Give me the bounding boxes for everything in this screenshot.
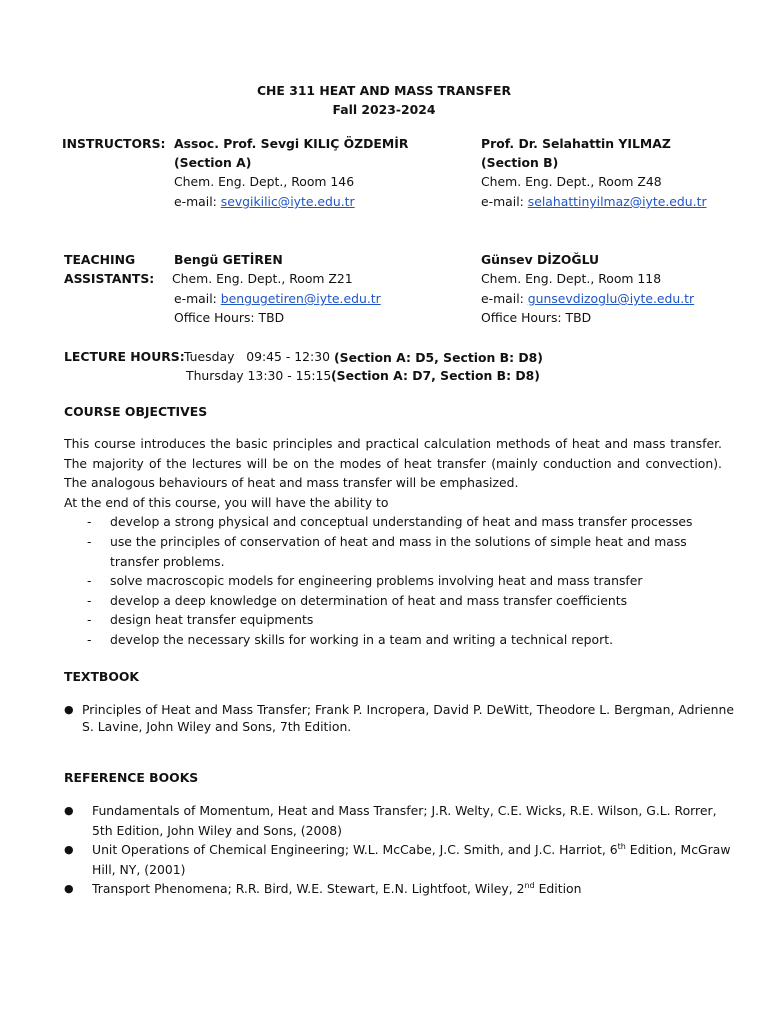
assistant-a-hours: Office Hours: TBD [174,310,285,325]
textbook-bullet: ● [64,703,74,716]
course-term: Fall 2023-2024 [332,102,436,117]
objectives-lead: At the end of this course, you will have the ability to [64,495,389,510]
reference-1: Fundamentals of Momentum, Heat and Mass Transfer; J.R. Welty, C.E. Wicks, R.E. Wilson, G.L. Rorrer, 5th Edition, John Wiley and Sons, (2008) [92,803,717,838]
instructor-b-email-link[interactable]: selahattinyilmaz@iyte.edu.tr [527,194,707,209]
instructor-b-name: Prof. Dr. Selahattin YILMAZ [481,136,671,151]
instructor-b-office: Chem. Eng. Dept., Room Z48 [481,174,662,189]
objective-4-dash: - [87,593,92,608]
textbook-heading: TEXTBOOK [64,669,140,684]
assistants-label-line2: ASSISTANTS: [64,271,155,286]
objective-5: design heat transfer equipments [110,612,314,627]
assistant-b-email-link[interactable]: gunsevdizoglu@iyte.edu.tr [527,291,695,306]
objective-6-dash: - [87,632,92,647]
reference-3-text-end: Edition [534,881,582,896]
assistant-a-name: Bengü GETİREN [174,252,283,267]
assistant-b-email-line [481,289,694,308]
reference-2-text: Unit Operations of Chemical Engineering; W.L. McCabe, J.C. Smith, and J.C. Harriot, 6 [92,842,618,857]
assistant-a-email-label: e-mail: [174,291,221,306]
lecture-line2-sections: (Section A: D7, Section B: D8) [331,368,540,383]
instructor-b-email-label: e-mail: [481,194,528,209]
assistant-a-email-link[interactable]: bengugetiren@iyte.edu.tr [220,291,381,306]
reference-3-text: Transport Phenomena; R.R. Bird, W.E. Stewart, E.N. Lightfoot, Wiley, 2 [92,881,525,896]
reference-3 [92,879,734,899]
assistant-b-office: Chem. Eng. Dept., Room 118 [481,271,662,286]
instructors-label: INSTRUCTORS: [62,136,166,151]
assistant-b-hours: Office Hours: TBD [481,310,592,325]
objective-4: develop a deep knowledge on determination of heat and mass transfer coefficients [110,593,628,608]
lecture-line2-time: Thursday 13:30 - 15:15 [186,368,332,383]
objective-1: develop a strong physical and conceptual understanding of heat and mass transfer processes [110,514,693,529]
textbook-item: Principles of Heat and Mass Transfer; Frank P. Incropera, David P. DeWitt, Theodore L. Bergman, Adrienne S. Lavine, John Wiley and Sons, 7th Edition. [82,702,734,734]
objective-2-dash: - [87,534,92,549]
reference-2-bullet: ● [64,843,74,856]
assistant-b-name: Günsev DİZOĞLU [481,252,600,267]
lecture-hours-label: LECTURE HOURS: [64,349,185,364]
objective-1-dash: - [87,514,92,529]
course-title: CHE 311 HEAT AND MASS TRANSFER [256,83,512,98]
reference-2-sup: th [617,841,626,851]
instructor-a-email-line [174,192,355,211]
instructor-a-section: (Section A) [174,155,252,170]
assistant-a-email-line [174,289,381,308]
instructor-a-email-label: e-mail: [174,194,221,209]
assistant-b-email-label: e-mail: [481,291,528,306]
assistant-a-office: Chem. Eng. Dept., Room Z21 [172,271,353,286]
reference-2-text-end: Edition, McGraw Hill, NY, (2001) [92,842,731,877]
instructor-b-email-line [481,192,707,211]
reference-3-bullet: ● [64,882,74,895]
reference-2 [92,840,734,879]
reference-1-bullet: ● [64,804,74,817]
instructor-a-name: Assoc. Prof. Sevgi KILIÇ ÖZDEMİR [174,136,409,151]
instructor-a-office: Chem. Eng. Dept., Room 146 [174,174,355,189]
objectives-intro: This course introduces the basic principles and practical calculation methods of heat and mass transfer. The majority of the lectures will be on the modes of heat transfer (mainly conduction and convection). The analogous behaviours of heat and mass transfer will be emphasized. [64,436,722,490]
lecture-line1-sections: (Section A: D5, Section B: D8) [334,350,543,365]
objectives-heading: COURSE OBJECTIVES [64,404,208,419]
objective-3: solve macroscopic models for engineering problems involving heat and mass transfer [110,573,643,588]
objective-5-dash: - [87,612,92,627]
objective-6: develop the necessary skills for working in a team and writing a technical report. [110,632,614,647]
objective-2: use the principles of conservation of heat and mass in the solutions of simple heat and mass transfer problems. [110,534,687,569]
instructor-a-email-link[interactable]: sevgikilic@iyte.edu.tr [220,194,355,209]
lecture-line1-time: Tuesday 09:45 - 12:30 [184,349,330,364]
reference-3-sup: nd [524,880,535,890]
references-heading: REFERENCE BOOKS [64,770,199,785]
assistants-label-line1: TEACHING [64,252,136,267]
objective-3-dash: - [87,573,92,588]
instructor-b-section: (Section B) [481,155,559,170]
